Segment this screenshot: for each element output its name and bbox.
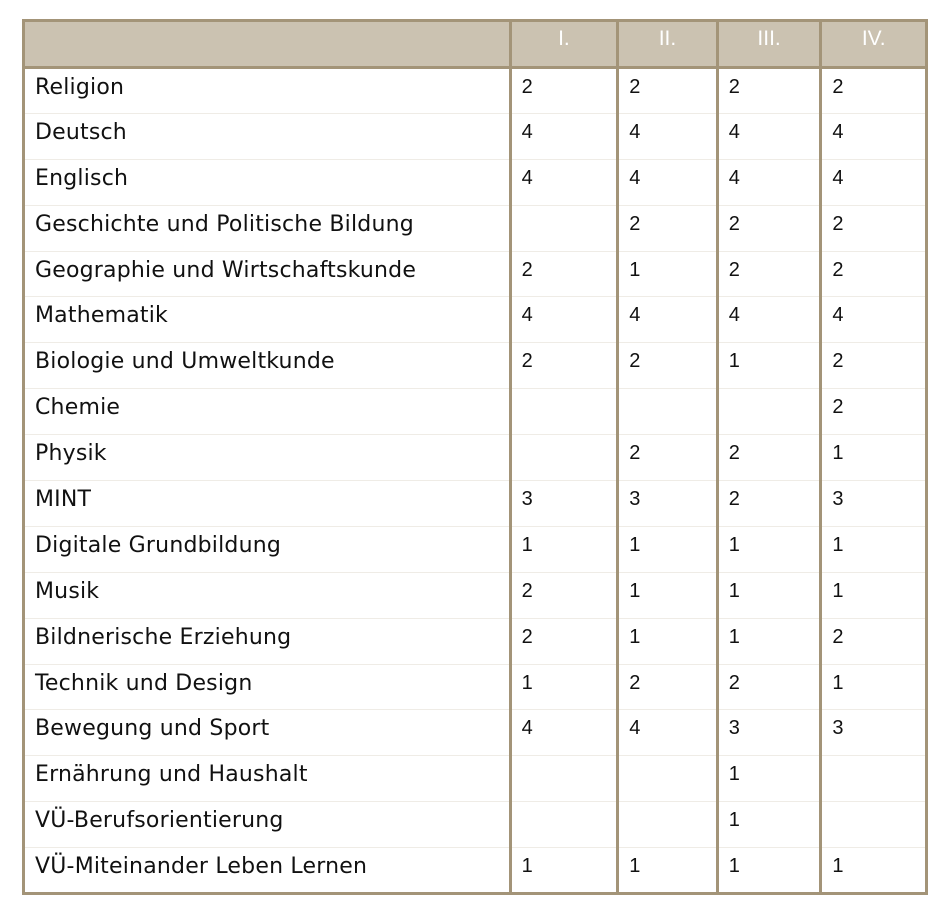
hours-cell-year-3: 2: [717, 435, 821, 481]
header-year-2: II.: [618, 21, 718, 68]
hours-cell-year-2: 1: [618, 848, 718, 894]
subject-cell: Mathematik: [24, 297, 511, 343]
subject-cell: Geographie und Wirtschaftskunde: [24, 251, 511, 297]
table-row: [24, 251, 927, 297]
subject-cell: Chemie: [24, 389, 511, 435]
subject-cell: VÜ-Miteinander Leben Lernen: [24, 848, 511, 894]
hours-cell-year-2: [618, 802, 718, 848]
hours-cell-year-1: 1: [510, 526, 618, 572]
table-row: [24, 710, 927, 756]
hours-cell-year-3: 4: [717, 297, 821, 343]
hours-cell-year-3: [717, 389, 821, 435]
table-row: [24, 343, 927, 389]
hours-cell-year-1: 1: [510, 848, 618, 894]
table-body: [24, 68, 927, 894]
hours-cell-year-2: 1: [618, 572, 718, 618]
hours-cell-year-2: 2: [618, 205, 718, 251]
hours-cell-year-2: 4: [618, 159, 718, 205]
hours-cell-year-3: 1: [717, 343, 821, 389]
hours-cell-year-3: 2: [717, 481, 821, 527]
subject-cell: Ernährung und Haushalt: [24, 756, 511, 802]
header-year-3: III.: [717, 21, 821, 68]
hours-cell-year-2: 1: [618, 526, 718, 572]
hours-cell-year-3: 2: [717, 251, 821, 297]
hours-cell-year-3: 2: [717, 205, 821, 251]
header-row: [24, 21, 927, 68]
hours-cell-year-1: 4: [510, 710, 618, 756]
hours-cell-year-1: [510, 802, 618, 848]
table-row: [24, 526, 927, 572]
hours-cell-year-4: 2: [821, 68, 927, 114]
hours-cell-year-2: 1: [618, 251, 718, 297]
hours-cell-year-2: 4: [618, 113, 718, 159]
hours-cell-year-3: 4: [717, 159, 821, 205]
subject-cell: Musik: [24, 572, 511, 618]
subject-cell: Technik und Design: [24, 664, 511, 710]
hours-cell-year-1: 2: [510, 618, 618, 664]
hours-cell-year-4: 1: [821, 526, 927, 572]
hours-cell-year-4: 2: [821, 618, 927, 664]
hours-cell-year-4: 2: [821, 343, 927, 389]
hours-cell-year-2: 4: [618, 710, 718, 756]
hours-cell-year-4: 4: [821, 159, 927, 205]
subject-cell: MINT: [24, 481, 511, 527]
hours-cell-year-4: 1: [821, 664, 927, 710]
hours-cell-year-3: 1: [717, 848, 821, 894]
hours-cell-year-3: 1: [717, 618, 821, 664]
hours-cell-year-4: 2: [821, 205, 927, 251]
hours-cell-year-1: 2: [510, 251, 618, 297]
hours-cell-year-2: [618, 756, 718, 802]
hours-cell-year-2: 4: [618, 297, 718, 343]
subject-cell: Digitale Grundbildung: [24, 526, 511, 572]
hours-cell-year-3: 2: [717, 68, 821, 114]
hours-cell-year-4: 2: [821, 251, 927, 297]
table-row: [24, 664, 927, 710]
subject-cell: Religion: [35, 75, 125, 100]
subject-cell: Bildnerische Erziehung: [24, 618, 511, 664]
hours-cell-year-2: 2: [618, 435, 718, 481]
hours-cell-year-2: 2: [618, 343, 718, 389]
hours-cell-year-2: 2: [618, 664, 718, 710]
hours-cell-year-4: 3: [821, 481, 927, 527]
hours-cell-year-3: 4: [717, 113, 821, 159]
hours-cell-year-4: 3: [821, 710, 927, 756]
table-row: [24, 435, 927, 481]
table-row: [24, 618, 927, 664]
subject-cell: Englisch: [24, 159, 511, 205]
hours-cell-year-1: 1: [510, 664, 618, 710]
hours-cell-year-1: [510, 435, 618, 481]
hours-cell-year-2: 2: [618, 68, 718, 114]
table-row: [24, 297, 927, 343]
hours-cell-year-1: [510, 389, 618, 435]
hours-cell-year-4: [821, 802, 927, 848]
subject-cell: VÜ-Berufsorientierung: [24, 802, 511, 848]
hours-cell-year-4: 1: [821, 435, 927, 481]
table-row: [24, 159, 927, 205]
hours-cell-year-1: 2: [510, 68, 618, 114]
hours-cell-year-4: 1: [821, 848, 927, 894]
lesson-hours-table: [22, 19, 928, 895]
hours-cell-year-3: 3: [717, 710, 821, 756]
hours-cell-year-1: 3: [510, 481, 618, 527]
subject-cell: Geschichte und Politische Bildung: [24, 205, 511, 251]
table-header: [24, 21, 927, 68]
hours-cell-year-1: 2: [510, 572, 618, 618]
subject-cell: Physik: [24, 435, 511, 481]
hours-cell-year-2: [618, 389, 718, 435]
hours-cell-year-1: 4: [510, 113, 618, 159]
hours-cell-year-1: 4: [510, 159, 618, 205]
hours-cell-year-1: 4: [510, 297, 618, 343]
header-year-1: I.: [510, 21, 618, 68]
table-row: [24, 68, 927, 114]
table-row: [24, 756, 927, 802]
hours-cell-year-4: 4: [821, 297, 927, 343]
table-row: [24, 481, 927, 527]
hours-cell-year-3: 1: [717, 756, 821, 802]
subject-cell: Bewegung und Sport: [24, 710, 511, 756]
hours-cell-year-2: 1: [618, 618, 718, 664]
table-row: [24, 802, 927, 848]
table-row: [24, 389, 927, 435]
hours-cell-year-3: 2: [717, 664, 821, 710]
header-subject: [24, 21, 511, 68]
hours-cell-year-4: 4: [821, 113, 927, 159]
hours-cell-year-1: [510, 756, 618, 802]
hours-cell-year-3: 1: [717, 526, 821, 572]
table-row: [24, 113, 927, 159]
hours-cell-year-4: 2: [821, 389, 927, 435]
hours-cell-year-4: [821, 756, 927, 802]
table-row: [24, 205, 927, 251]
hours-cell-year-4: 1: [821, 572, 927, 618]
hours-cell-year-3: 1: [717, 572, 821, 618]
subject-cell: Biologie und Umweltkunde: [24, 343, 511, 389]
hours-cell-year-2: 3: [618, 481, 718, 527]
hours-cell-year-1: 2: [510, 343, 618, 389]
header-year-4: IV.: [821, 21, 927, 68]
subject-cell: Deutsch: [24, 113, 511, 159]
hours-cell-year-1: [510, 205, 618, 251]
table-row: [24, 572, 927, 618]
hours-cell-year-3: 1: [717, 802, 821, 848]
table-row: [24, 848, 927, 894]
